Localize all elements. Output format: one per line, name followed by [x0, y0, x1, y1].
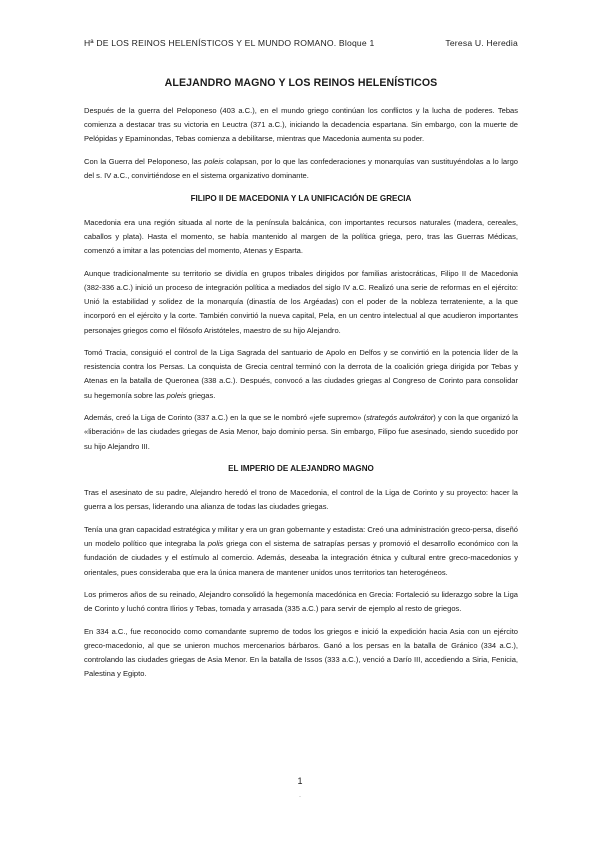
text-run: griega con el sistema de satrapías persas y promovió el desarrollo económico con la fundación de ciudades y el estímulo al comercio. Además, deseaba la integración étnica y cultural entre greco-macedonios y orientales, pues consideraba que era la única manera de mantener unidos unos territorios tan heterogéneos.	[84, 539, 518, 577]
paragraph	[84, 523, 518, 580]
paragraph: Tras el asesinato de su padre, Alejandro heredó el trono de Macedonia, el control de la Liga de Corinto y su proyecto: hacer la guerra a los persas, liderando una alianza de todas las ciudades griegas.	[84, 488, 518, 512]
running-header	[84, 38, 518, 52]
header-course-title: Hª DE LOS REINOS HELENÍSTICOS Y EL MUNDO ROMANO. Bloque 1	[84, 38, 375, 48]
paragraph: Después de la guerra del Peloponeso (403 a.C.), en el mundo griego continúan los conflictos y la lucha de poderes. Tebas comienza a destacar tras su victoria en Leuctra (371 a.C.), iniciando la decadencia espartana. Sin embargo, con la muerte de Pelópidas y Epaminondas, Tebas comienza a debilitarse, mientras que Macedonia aumenta su poder.	[84, 106, 518, 144]
footer-mark: ·	[299, 794, 301, 800]
text-run: Además, creó la Liga de Corinto (337 a.C.) en la que se le nombró «jefe supremo» (	[84, 413, 367, 423]
text-run: Tenía una gran capacidad estratégica y militar y era un gran gobernante y estadista: Creó una administración greco-persa, diseñó un modelo político que integraba la	[84, 524, 518, 549]
text-run: Con la Guerra del Peloponeso, las	[84, 156, 205, 166]
text-run: colapsan, por lo que las confederaciones y monarquías van sustituyéndolas a lo largo del s. IV a.C., convirtiéndose en el sistema organizativo dominante.	[84, 156, 519, 181]
text-run: ) y con la que organizó la «liberación» de las ciudades griegas de Asia Menor, bajo dominio persa. Sin embargo, Filipo fue asesinado, siendo sucedido por su hijo Alejandro III.	[84, 413, 518, 451]
paragraph: Los primeros años de su reinado, Alejandro consolidó la hegemonía macedónica en Grecia: Fortaleció su liderazgo sobre la Liga de Corinto y luchó contra Ilirios y Tebas, tomada y arrasada (335 a.C.) para servir de ejemplo al resto de griegos.	[84, 590, 518, 614]
text-run: griegas.	[186, 390, 216, 400]
italic-term: strategós autokrátor	[366, 413, 434, 423]
document-body	[84, 104, 518, 690]
header-author: Teresa U. Heredia	[445, 38, 518, 48]
italic-term: polis	[207, 539, 224, 549]
page-number: 1	[297, 776, 303, 786]
italic-term: poleis	[166, 390, 187, 400]
paragraph: Macedonia era una región situada al norte de la península balcánica, con importantes recursos naturales (madera, cereales, caballos y plata). Hasta el momento, se había mantenido al margen de la política griega, pero, tras las Guerras Médicas, comenzó a imitar a las potencias del momento, Atenas y Esparta.	[84, 217, 518, 256]
paragraph	[84, 411, 518, 454]
document-title: ALEJANDRO MAGNO Y LOS REINOS HELENÍSTICOS	[164, 77, 438, 89]
paragraph	[84, 346, 518, 403]
section-heading: FILIPO II DE MACEDONIA Y LA UNIFICACIÓN DE GRECIA	[190, 193, 412, 203]
text-run: Tomó Tracia, consiguió el control de la Liga Sagrada del santuario de Apolo en Delfos y se convirtió en la potencia líder de la resistencia contra los Persas. La conquista de Grecia central terminó con la derrota de la coalición griega dirigida por Tebas y Atenas en la batalla de Queronea (338 a.C.). Después, convocó a las ciudades griegas al Congreso de Corinto para consolidar su hegemonía sobre las	[84, 348, 518, 400]
italic-term: poleis	[204, 156, 224, 166]
paragraph: Aunque tradicionalmente su territorio se dividía en grupos tribales dirigidos por familias aristocráticas, Filipo II de Macedonia (382-336 a.C.) inició un proceso de integración política a mediados del siglo IV a.C. Realizó una serie de reformas en el ejército: Unió la estabilidad y solidez de la monarquía (dinastía de los Argéadas) con el poder de la nobleza terrateniente, a la que incorporó en el ejército y la corte. También convirtió la nueva capital, Pela, en un centro intelectual al que acudieron importantes personajes griegos como el filósofo Aristóteles, maestro de su hijo Alejandro.	[84, 268, 518, 335]
paragraph: En 334 a.C., fue reconocido como comandante supremo de todos los griegos e inició la expedición hacia Asia con un ejército greco-macedonio, al que se unieron muchos mercenarios bárbaros. Ganó a los persas en la batalla de Gránico (334 a.C.), controlando las ciudades griegas de Asia Menor. En la batalla de Issos (333 a.C.), venció a Darío III, accediendo a Siria, Fenicia, Palestina y Egipto.	[84, 626, 518, 679]
paragraph	[84, 155, 518, 183]
section-heading: EL IMPERIO DE ALEJANDRO MAGNO	[228, 464, 374, 474]
